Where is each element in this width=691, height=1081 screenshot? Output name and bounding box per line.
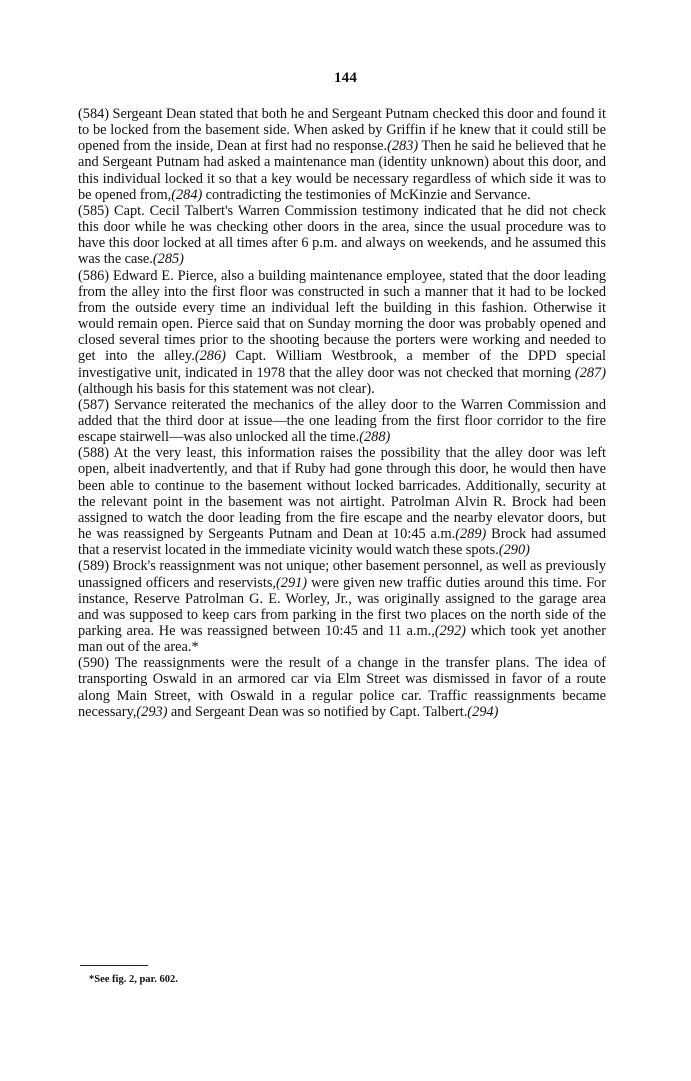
footnote: *See fig. 2, par. 602. [89, 974, 178, 985]
citation: (286) [194, 348, 226, 365]
paragraph-text: (587) Servance reiterated the mechanics of the alley door to the Warren Commission and added that the third door at issue—the one leading from the first floor corridor to the fire escape stairwell—was also unlocked all the time. [78, 396, 606, 446]
citation: (293) [136, 703, 168, 720]
paragraph-text: and Sergeant Dean was so notified by Capt. Talbert. [167, 703, 468, 720]
page-number: 144 [333, 70, 358, 86]
paragraph-588 [78, 445, 606, 558]
citation: (289) [455, 526, 487, 543]
citation: (292) [434, 623, 466, 639]
paragraph-585 [78, 203, 606, 268]
paragraph-text: (although his basis for this statement was not clear). [78, 380, 375, 397]
paragraph-text: (584) Sergeant Dean stated that both he and Sergeant Putnam checked this door and found it to be locked from the basement side. When asked by Griffin if he knew that it could still be opened from the inside, Dean at first had no response. [78, 106, 606, 155]
paragraph-text: were given new traffic duties around this time. For instance, Reserve Patrolman G. E. Worley, Jr., was originally assigned to the garage area and was supposed to keep cars from parking in the first two places on the north side of the parking area. He was reassigned between 10:45 and 11 a.m., [78, 574, 607, 639]
paragraph-text: Then he said he believed that he and Sergeant Putnam had asked a maintenance man (identity unknown) about this door, and this individual locked it so that a key would be necessary regardless of which side it was to be opened from, [78, 138, 607, 203]
paragraph-text: (585) Capt. Cecil Talbert's Warren Commission testimony indicated that he did not check this door while he was checking other doors in the area, since the usual procedure was to have this door locked at all times after 6 p.m. and always on weekends, and he assumed this was the case. [78, 202, 606, 268]
citation: (291) [276, 574, 308, 591]
body-text [78, 106, 606, 720]
paragraph-text: (589) Brock's reassignment was not unique; other basement personnel, as well as previously unassigned officers and reservists, [78, 558, 606, 591]
paragraph-589 [78, 558, 606, 655]
paragraph-text: Brock had assumed that a reservist located in the immediate vicinity would watch these spots. [78, 526, 606, 559]
citation: (284) [171, 186, 203, 203]
citation: (288) [359, 429, 391, 446]
citation: (287) [574, 364, 606, 381]
citation: (283) [387, 138, 419, 155]
paragraph-text: (590) The reassignments were the result of a change in the transfer plans. The idea of transporting Oswald in an armored car via Elm Street was dismissed in favor of a route along Main Street, with Oswald in a regular police car. Traffic reassignments became necessary, [78, 655, 606, 720]
paragraph-584 [78, 106, 606, 203]
citation: (290) [498, 542, 530, 559]
paragraph-text: Capt. William Westbrook, a member of the DPD special investigative unit, indicated in 1978 that the alley door was not checked that morning [78, 348, 606, 381]
citation: (294) [467, 703, 499, 720]
paragraph-text: which took yet another man out of the area.* [78, 623, 606, 656]
paragraph-text: (586) Edward E. Pierce, also a building maintenance employee, stated that the door leading from the alley into the first floor was constructed in such a manner that it had to be locked from the outside every time an individual left the building in this fashion. Otherwise it would remain open. Pierce said that on Sunday morning the door was probably opened and closed several times prior to the shooting because the porters were working and needed to get into the alley. [78, 267, 606, 365]
paragraph-text: contradicting the testimonies of McKinzie and Servance. [202, 186, 531, 203]
citation: (285) [152, 251, 184, 268]
paragraph-590 [78, 655, 606, 720]
paragraph-587 [78, 397, 606, 445]
paragraph-text: (588) At the very least, this information raises the possibility that the alley door was left open, albeit inadvertently, and that if Ruby had gone through this door, he would then have been able to continue to the basement without locked barricades. Additionally, security at the relevant point in the basement was not airtight. Patrolman Alvin R. Brock had been assigned to watch the door leading from the fire escape and the nearby elevator doors, but he was reassigned by Sergeants Putnam and Dean at 10:45 a.m. [78, 445, 606, 543]
footnote-rule [80, 965, 148, 966]
paragraph-586 [78, 268, 606, 397]
